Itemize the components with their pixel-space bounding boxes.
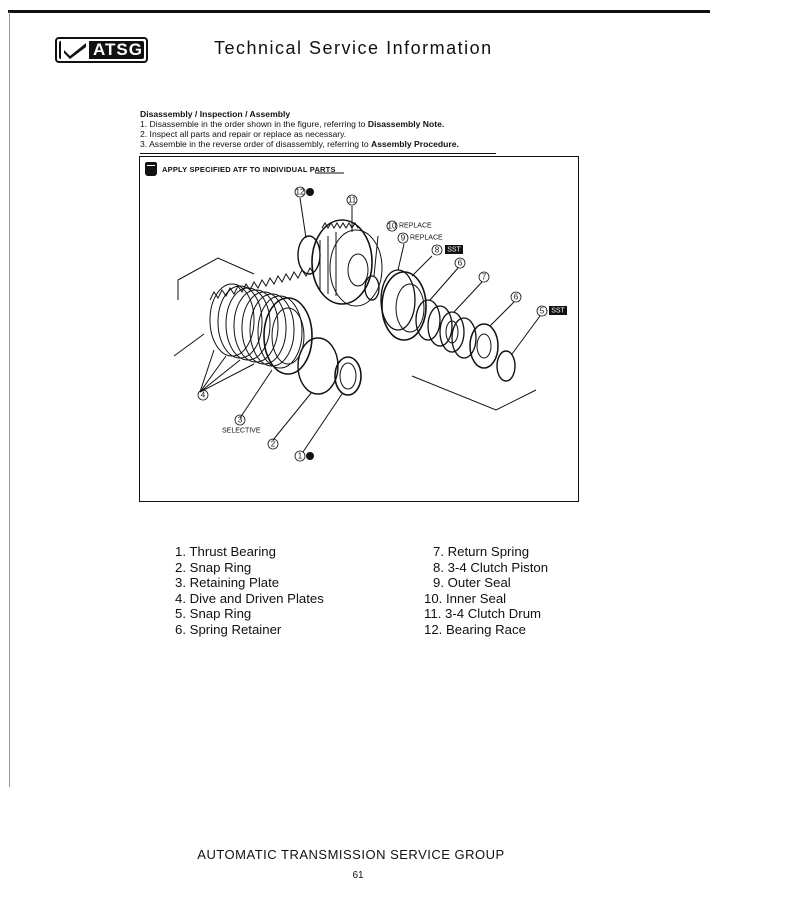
legend-item: 9. Outer Seal	[433, 575, 511, 591]
sst-label-8: SST	[447, 246, 461, 254]
instruction-step-2: 2. Inspect all parts and repair or replace as necessary.	[140, 129, 347, 139]
snap-ring-5	[497, 351, 515, 381]
callout-12: 12	[295, 187, 305, 197]
parts-legend-right	[424, 544, 548, 638]
legend-item: 11. 3-4 Clutch Drum	[424, 606, 542, 622]
callout-8: 8	[434, 245, 440, 255]
logo-text: ATSG	[93, 40, 143, 59]
return-spring-7	[416, 300, 476, 358]
page-number: 61	[352, 870, 364, 881]
instruction-step-3: 3. Assemble in the reverse order of disassembly, referring to Assembly Procedure.	[140, 139, 459, 149]
replace-label-10: REPLACE	[399, 222, 432, 230]
bearing-race-12	[298, 236, 320, 274]
footer-organization: AUTOMATIC TRANSMISSION SERVICE GROUP	[197, 847, 505, 862]
callout-6: 6	[457, 258, 463, 268]
legend-item: 7. Return Spring	[433, 544, 530, 559]
clutch-drum-11	[312, 220, 382, 306]
callout-7: 7	[481, 272, 487, 282]
inner-seal-10	[365, 276, 379, 300]
snap-ring-2	[298, 338, 338, 394]
spring-retainer-6	[470, 324, 498, 368]
callout-3: 3	[237, 415, 243, 425]
legend-item: 12. Bearing Race	[424, 621, 526, 637]
atf-note-text: APPLY SPECIFIED ATF TO INDIVIDUAL PARTS	[162, 164, 336, 174]
parts-legend-left	[175, 544, 324, 638]
callout-4: 4	[200, 390, 206, 400]
legend-item: 2. Snap Ring	[175, 559, 252, 575]
sst-label-5: SST	[551, 307, 565, 315]
replace-label-9: REPLACE	[410, 234, 443, 242]
selective-label: SELECTIVE	[222, 427, 261, 435]
legend-item: 5. Snap Ring	[175, 606, 252, 622]
callout-1: 1	[297, 451, 303, 461]
callout-11: 11	[347, 195, 357, 205]
legend-item: 3. Retaining Plate	[175, 575, 280, 591]
callout-5: 5	[539, 306, 545, 316]
callout-10: 10	[387, 221, 397, 231]
legend-item: 4. Dive and Driven Plates	[175, 590, 324, 606]
page-title: Technical Service Information	[214, 38, 493, 58]
atf-dot-1	[306, 452, 314, 460]
atf-dot-12	[306, 188, 314, 196]
instructions-heading: Disassembly / Inspection / Assembly	[140, 109, 291, 119]
callout-2: 2	[270, 439, 276, 449]
callout-6b: 6	[513, 292, 519, 302]
legend-item: 6. Spring Retainer	[175, 621, 282, 637]
legend-item: 1. Thrust Bearing	[175, 544, 276, 559]
legend-item: 10. Inner Seal	[424, 590, 507, 606]
callout-9: 9	[400, 233, 406, 243]
instruction-step-1: 1. Disassemble in the order shown in the figure, referring to Disassembly Note.	[140, 119, 445, 129]
legend-item: 8. 3-4 Clutch Piston	[433, 559, 549, 575]
